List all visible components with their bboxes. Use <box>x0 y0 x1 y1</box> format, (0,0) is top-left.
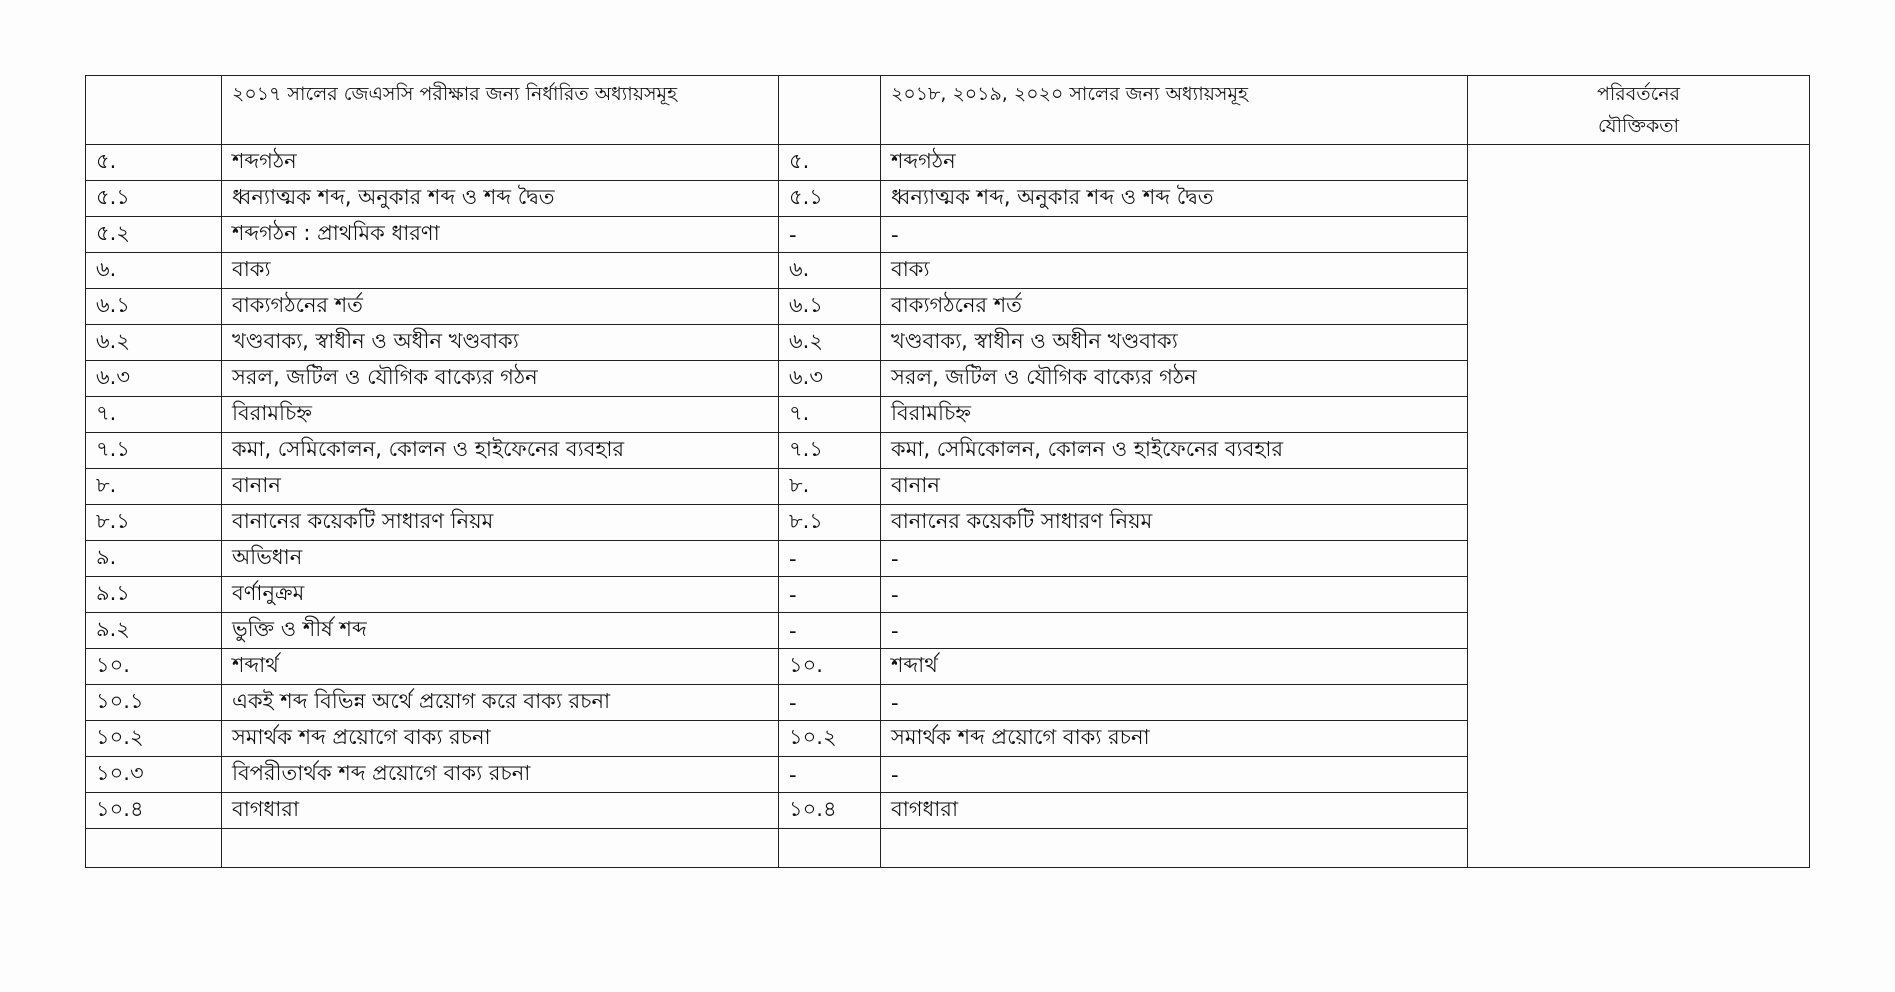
header-justification-line2: যৌক্তিকতা <box>1597 115 1680 137</box>
cell-new-no: ৮.১ <box>779 505 881 541</box>
cell-old-no: ৬.১ <box>86 289 222 325</box>
cell-new-no: - <box>779 577 881 613</box>
cell-old-no: ৫. <box>86 145 222 181</box>
cell-new-no: ৬.১ <box>779 289 881 325</box>
cell-new-no: ৬.২ <box>779 325 881 361</box>
cell-old-title: শব্দগঠন <box>222 145 779 181</box>
cell-old-no: ৯.২ <box>86 613 222 649</box>
chapter-comparison-table <box>85 75 1810 868</box>
cell-new-title: শব্দগঠন <box>881 145 1468 181</box>
cell-old-title: বাক্য <box>222 253 779 289</box>
cell-old-title: একই শব্দ বিভিন্ন অর্থে প্রয়োগ করে বাক্য রচনা <box>222 685 779 721</box>
cell-old-title: অভিধান <box>222 541 779 577</box>
cell-new-no: ৬.৩ <box>779 361 881 397</box>
cell-empty <box>779 829 881 868</box>
cell-old-no: ৮.১ <box>86 505 222 541</box>
header-new-chapters: ২০১৮, ২০১৯, ২০২০ সালের জন্য অধ্যায়সমূহ <box>881 76 1468 145</box>
cell-new-title: শব্দার্থ <box>881 649 1468 685</box>
cell-new-title: বাক্য <box>881 253 1468 289</box>
cell-new-title: বাগধারা <box>881 793 1468 829</box>
cell-new-no: - <box>779 541 881 577</box>
cell-new-no: ৮. <box>779 469 881 505</box>
cell-old-title: খণ্ডবাক্য, স্বাধীন ও অধীন খণ্ডবাক্য <box>222 325 779 361</box>
cell-new-title: বানানের কয়েকটি সাধারণ নিয়ম <box>881 505 1468 541</box>
cell-new-title: ধ্বন্যাত্মক শব্দ, অনুকার শব্দ ও শব্দ দ্বৈত <box>881 181 1468 217</box>
header-old-chapters: ২০১৭ সালের জেএসসি পরীক্ষার জন্য নির্ধারিত অধ্যায়সমূহ <box>222 76 779 145</box>
table-header-row <box>86 76 1810 145</box>
cell-old-no: ৫.১ <box>86 181 222 217</box>
header-old-number <box>86 76 222 145</box>
cell-old-no: ১০. <box>86 649 222 685</box>
cell-old-title: বানান <box>222 469 779 505</box>
cell-new-title: বিরামচিহ্ন <box>881 397 1468 433</box>
cell-new-title: - <box>881 217 1468 253</box>
cell-empty <box>222 829 779 868</box>
cell-old-title: কমা, সেমিকোলন, কোলন ও হাইফেনের ব্যবহার <box>222 433 779 469</box>
cell-new-no: ৫. <box>779 145 881 181</box>
cell-old-title: বিপরীতার্থক শব্দ প্রয়োগে বাক্য রচনা <box>222 757 779 793</box>
cell-old-title: বানানের কয়েকটি সাধারণ নিয়ম <box>222 505 779 541</box>
cell-new-title: বাক্যগঠনের শর্ত <box>881 289 1468 325</box>
cell-old-no: ১০.৩ <box>86 757 222 793</box>
cell-old-no: ১০.৪ <box>86 793 222 829</box>
cell-new-title: - <box>881 541 1468 577</box>
cell-new-title: - <box>881 757 1468 793</box>
cell-new-no: ৭. <box>779 397 881 433</box>
cell-new-no: - <box>779 217 881 253</box>
cell-old-no: ৬.২ <box>86 325 222 361</box>
cell-new-title: খণ্ডবাক্য, স্বাধীন ও অধীন খণ্ডবাক্য <box>881 325 1468 361</box>
header-new-number <box>779 76 881 145</box>
cell-new-no: ৭.১ <box>779 433 881 469</box>
cell-new-no: - <box>779 757 881 793</box>
cell-new-title: বানান <box>881 469 1468 505</box>
cell-old-title: বিরামচিহ্ন <box>222 397 779 433</box>
cell-new-no: - <box>779 685 881 721</box>
cell-old-no: ৭.১ <box>86 433 222 469</box>
header-justification-line1: পরিবর্তনের <box>1596 83 1681 105</box>
cell-new-title: - <box>881 613 1468 649</box>
cell-new-no: ১০. <box>779 649 881 685</box>
cell-old-no: ৯. <box>86 541 222 577</box>
header-justification <box>1468 76 1810 145</box>
cell-new-no: ১০.৪ <box>779 793 881 829</box>
cell-old-title: শব্দগঠন : প্রাথমিক ধারণা <box>222 217 779 253</box>
cell-new-title: সমার্থক শব্দ প্রয়োগে বাক্য রচনা <box>881 721 1468 757</box>
cell-empty <box>881 829 1468 868</box>
table-row <box>86 145 1810 181</box>
cell-new-title: সরল, জটিল ও যৌগিক বাক্যের গঠন <box>881 361 1468 397</box>
cell-old-title: বাগধারা <box>222 793 779 829</box>
cell-new-title: কমা, সেমিকোলন, কোলন ও হাইফেনের ব্যবহার <box>881 433 1468 469</box>
cell-new-no: ১০.২ <box>779 721 881 757</box>
cell-empty <box>86 829 222 868</box>
cell-new-title: - <box>881 577 1468 613</box>
cell-old-title: সরল, জটিল ও যৌগিক বাক্যের গঠন <box>222 361 779 397</box>
cell-old-title: ভুক্তি ও শীর্ষ শব্দ <box>222 613 779 649</box>
cell-old-no: ৯.১ <box>86 577 222 613</box>
cell-old-no: ৬.৩ <box>86 361 222 397</box>
cell-new-title: - <box>881 685 1468 721</box>
cell-new-no: ৬. <box>779 253 881 289</box>
cell-old-title: বর্ণানুক্রম <box>222 577 779 613</box>
cell-old-title: ধ্বন্যাত্মক শব্দ, অনুকার শব্দ ও শব্দ দ্বৈত <box>222 181 779 217</box>
cell-new-no: - <box>779 613 881 649</box>
cell-justification <box>1468 145 1810 868</box>
cell-old-no: ১০.২ <box>86 721 222 757</box>
cell-old-no: ৬. <box>86 253 222 289</box>
cell-old-title: শব্দার্থ <box>222 649 779 685</box>
cell-old-title: সমার্থক শব্দ প্রয়োগে বাক্য রচনা <box>222 721 779 757</box>
cell-old-no: ১০.১ <box>86 685 222 721</box>
cell-old-title: বাক্যগঠনের শর্ত <box>222 289 779 325</box>
cell-new-no: ৫.১ <box>779 181 881 217</box>
cell-old-no: ৮. <box>86 469 222 505</box>
cell-old-no: ৫.২ <box>86 217 222 253</box>
cell-old-no: ৭. <box>86 397 222 433</box>
